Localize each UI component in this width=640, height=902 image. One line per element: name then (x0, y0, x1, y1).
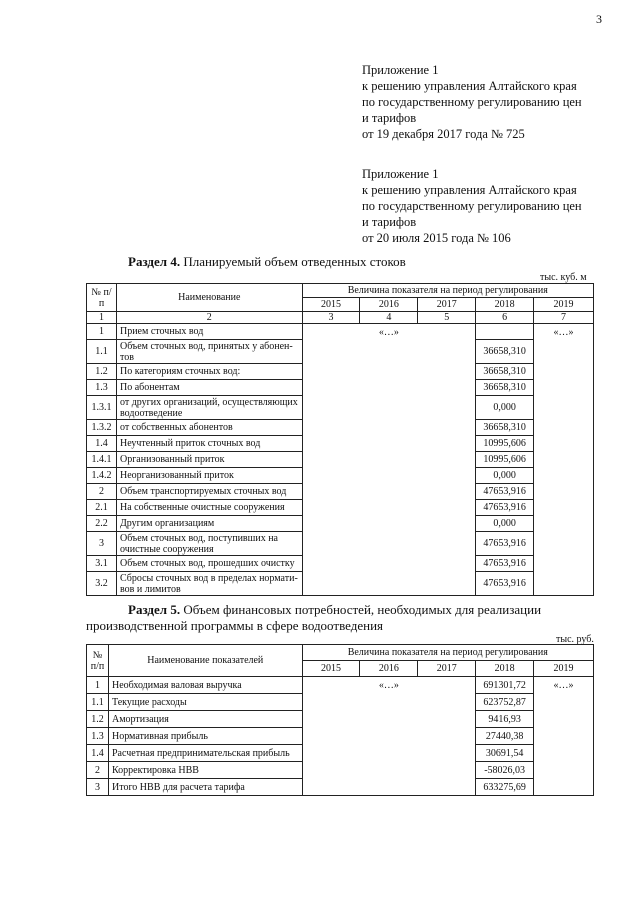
row-num: 1.1 (87, 340, 117, 364)
header-year: 2016 (360, 661, 418, 677)
header-year: 2015 (302, 661, 360, 677)
row-num: 1.3.1 (87, 396, 117, 420)
header-period: Величина показателя на период регулирования (302, 284, 593, 298)
row-name: По абонентам (116, 380, 302, 396)
row-name: Текущие расходы (108, 694, 302, 711)
row-num: 1.4 (87, 436, 117, 452)
header-year: 2018 (476, 661, 534, 677)
header-num: № п/п (87, 284, 117, 312)
col-number: 5 (418, 312, 476, 324)
row-num: 2 (87, 484, 117, 500)
annex-new (362, 62, 582, 142)
col-number: 1 (87, 312, 117, 324)
row-num: 1.3.2 (87, 420, 117, 436)
row-value-2018: 9416,93 (476, 711, 534, 728)
row-name: Нормативная прибыль (108, 728, 302, 745)
section4-title-bold: Раздел 4. (128, 254, 181, 269)
row-name: Неорганизованный приток (116, 468, 302, 484)
row-value-2018: 10995,606 (476, 452, 534, 468)
row-name: По категориям сточных вод: (116, 364, 302, 380)
ellipsis-2015-2017: «…» (302, 324, 476, 596)
header-year: 2016 (360, 298, 418, 312)
section4-unit: тыс. куб. м (540, 272, 587, 283)
row-value-2018: 36658,310 (476, 364, 534, 380)
row-num: 1.4 (87, 745, 109, 762)
row-name: Объем сточных вод, принятых у абонен-тов (116, 340, 302, 364)
row-value-2018: 27440,38 (476, 728, 534, 745)
row-name: Итого НВВ для расчета тарифа (108, 779, 302, 796)
row-value-2018: 47653,916 (476, 532, 534, 556)
row-num: 2 (87, 762, 109, 779)
ellipsis-2019: «…» (534, 677, 594, 796)
row-value-2018: 36658,310 (476, 420, 534, 436)
row-num: 2.1 (87, 500, 117, 516)
row-num: 1.3 (87, 380, 117, 396)
header-year: 2019 (534, 298, 594, 312)
row-name: Другим организациям (116, 516, 302, 532)
row-num: 1.1 (87, 694, 109, 711)
col-number: 3 (302, 312, 360, 324)
row-num: 3 (87, 532, 117, 556)
header-name: Наименование показателей (108, 645, 302, 677)
row-value-2018: 0,000 (476, 396, 534, 420)
col-number: 4 (360, 312, 418, 324)
row-num: 3 (87, 779, 109, 796)
row-name: Объем транспортируемых сточных вод (116, 484, 302, 500)
section5-title (86, 602, 596, 634)
header-period: Величина показателя на период регулирования (302, 645, 593, 661)
row-name: Организованный приток (116, 452, 302, 468)
header-year: 2015 (302, 298, 360, 312)
row-value-2018: 0,000 (476, 468, 534, 484)
header-year: 2017 (418, 661, 476, 677)
row-value-2018: 36658,310 (476, 340, 534, 364)
section5-title-bold: Раздел 5. (128, 602, 181, 617)
row-num: 1.2 (87, 364, 117, 380)
row-value-2018: 10995,606 (476, 436, 534, 452)
row-name: Объем сточных вод, поступивших на очистные сооружения (116, 532, 302, 556)
annex-line: и тарифов (362, 215, 417, 229)
annex-line: от 19 декабря 2017 года № 725 (362, 127, 525, 141)
row-num: 1.4.2 (87, 468, 117, 484)
row-name: Сбросы сточных вод в пределах нормати-вов и лимитов (116, 572, 302, 596)
row-value-2018 (476, 324, 534, 340)
row-name: Неучтенный приток сточных вод (116, 436, 302, 452)
ellipsis-2019: «…» (534, 324, 594, 596)
row-value-2018: 47653,916 (476, 500, 534, 516)
section5-table (86, 644, 594, 796)
row-name: Корректировка НВВ (108, 762, 302, 779)
row-num: 1.4.1 (87, 452, 117, 468)
annex-line: по государственному регулированию цен (362, 95, 582, 109)
section4-table (86, 283, 594, 596)
header-year: 2019 (534, 661, 594, 677)
row-value-2018: 47653,916 (476, 484, 534, 500)
header-num: № п/п (87, 645, 109, 677)
annex-line: по государственному регулированию цен (362, 199, 582, 213)
annex-old (362, 166, 582, 246)
ellipsis-2015-2017: «…» (302, 677, 476, 796)
row-value-2018: 691301,72 (476, 677, 534, 694)
col-number: 6 (476, 312, 534, 324)
section5-unit: тыс. руб. (556, 634, 594, 645)
annex-line: и тарифов (362, 111, 417, 125)
col-number: 2 (116, 312, 302, 324)
row-name: На собственные очистные сооружения (116, 500, 302, 516)
row-num: 1.3 (87, 728, 109, 745)
row-name: Прием сточных вод (116, 324, 302, 340)
header-name: Наименование (116, 284, 302, 312)
row-name: от других организаций, осуществляющих водоотведение (116, 396, 302, 420)
row-value-2018: 633275,69 (476, 779, 534, 796)
row-value-2018: 30691,54 (476, 745, 534, 762)
annex-line: к решению управления Алтайского края (362, 183, 577, 197)
header-year: 2017 (418, 298, 476, 312)
header-year: 2018 (476, 298, 534, 312)
row-num: 1.2 (87, 711, 109, 728)
row-value-2018: 623752,87 (476, 694, 534, 711)
row-num: 3.2 (87, 572, 117, 596)
row-name: Амортизация (108, 711, 302, 728)
section4-title-rest: Планируемый объем отведенных стоков (180, 254, 406, 269)
row-value-2018: 36658,310 (476, 380, 534, 396)
row-name: Необходимая валовая выручка (108, 677, 302, 694)
row-value-2018: -58026,03 (476, 762, 534, 779)
row-name: от собственных абонентов (116, 420, 302, 436)
row-value-2018: 47653,916 (476, 556, 534, 572)
row-num: 1 (87, 324, 117, 340)
annex-line: Приложение 1 (362, 167, 439, 181)
row-num: 2.2 (87, 516, 117, 532)
row-num: 1 (87, 677, 109, 694)
col-number: 7 (534, 312, 594, 324)
section4-title (128, 254, 406, 270)
row-name: Расчетная предпринимательская прибыль (108, 745, 302, 762)
annex-line: к решению управления Алтайского края (362, 79, 577, 93)
page-number: 3 (596, 12, 602, 26)
annex-line: от 20 июля 2015 года № 106 (362, 231, 511, 245)
section5-title-rest: Объем финансовых потребностей, необходимых для реализации производственной программы в сфере водоотведения (86, 602, 542, 633)
row-num: 3.1 (87, 556, 117, 572)
row-name: Объем сточных вод, прошедших очистку (116, 556, 302, 572)
annex-line: Приложение 1 (362, 63, 439, 77)
row-value-2018: 0,000 (476, 516, 534, 532)
row-value-2018: 47653,916 (476, 572, 534, 596)
